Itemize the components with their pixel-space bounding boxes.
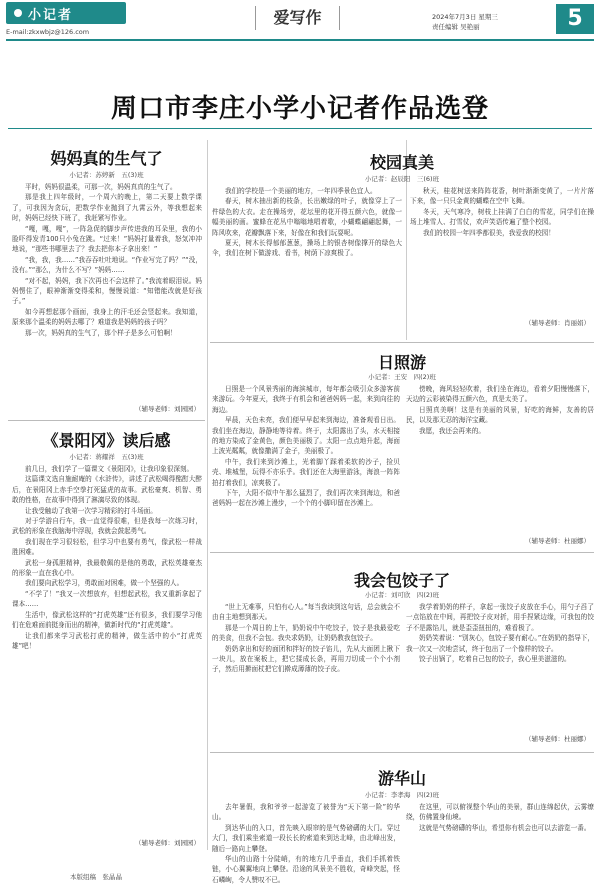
paragraph: 我学着奶奶的样子，拿起一张饺子皮放在手心，用勺子舀了一点馅放在中间，再把饺子皮对折，用手捏紧边缘，可我包的饺子不是露馅儿，就是歪歪扭扭的，难看极了。 bbox=[406, 603, 594, 632]
article-byline: 小记者：赵辰阳 三(6)班 bbox=[364, 175, 440, 183]
paragraph: 冬天，天气寒冷，树枝上挂满了白白的雪花，同学们在操场上堆雪人、打雪仗，欢声笑语传遍了整个校园。 bbox=[410, 207, 594, 227]
article-body bbox=[12, 182, 202, 400]
paragraph: 平时，妈妈很温柔，可那一次，妈妈真真的生气了。 bbox=[25, 183, 177, 191]
article-byline: 小记者：王安 四(2)班 bbox=[368, 373, 436, 381]
editor: 责任编辑 吴艳丽 bbox=[432, 23, 480, 31]
paragraph: 前几日，我们学了一篇课文《景阳冈》，让我印象很深刻。 bbox=[25, 465, 194, 473]
article-body-col1 bbox=[212, 602, 400, 732]
paragraph: 那是我上四年级时，一个周六的晚上，第二天要上数学课了，可我因为贪玩，把数学作业抛到了九霄云外，等我想起来时，妈妈已经快下班了，我赶紧写作业。 bbox=[12, 193, 202, 223]
article-title: 《景阳冈》读后感 bbox=[42, 431, 171, 450]
paragraph: 我们的校园一年四季都很美，我爱我的校园！ bbox=[423, 228, 555, 237]
brand-name: 小记者 bbox=[28, 8, 74, 23]
title-rule bbox=[8, 128, 592, 129]
paragraph: 对于学游自行车，我一直觉得很难，但是我每一次练习时，武松的形象在我脑海中浮现，我就会鼓起勇气。 bbox=[12, 517, 202, 536]
paragraph: 夏天，树木长得郁郁葱葱，操场上的银杏树像撑开的绿色大伞，我们在树下做游戏、看书，树荫下凉爽极了。 bbox=[212, 239, 402, 258]
paragraph: 让我受触动了我第一次学习精彩的打斗场面。 bbox=[25, 506, 157, 515]
brand-dot-icon bbox=[14, 9, 22, 17]
paragraph: 我们要向武松学习，勇敢面对困难，做一个坚强的人。 bbox=[25, 579, 184, 588]
paragraph: 奶奶笑着说：“别灰心，包饺子要有耐心。”在奶奶的指导下，我一次又一次地尝试，终于包出了一个像样的饺子。 bbox=[406, 634, 594, 653]
page-number: 5 bbox=[556, 4, 594, 34]
paragraph: “世上无难事，只怕有心人。”每当我读到这句话，总会就会不由自主地想到那天。 bbox=[212, 603, 400, 622]
section-divider bbox=[8, 420, 205, 421]
article-title: 妈妈真的生气了 bbox=[50, 149, 163, 168]
section-divider bbox=[210, 552, 594, 553]
section-title: 爱写作 bbox=[255, 6, 340, 30]
article-body-col2 bbox=[406, 802, 594, 888]
article-title: 我会包饺子了 bbox=[353, 571, 450, 590]
section-divider bbox=[210, 752, 594, 753]
paragraph: 到达华山的入口，首先映入眼帘的是气势磅礴的大门。穿过大门，我们乘坐索道一段长长的索道来到达北峰，由北峰出发，随后一路向上攀登。 bbox=[212, 823, 400, 853]
article-body-col2 bbox=[410, 186, 594, 312]
paragraph: “不学了！”我又一次想放弃，但想起武松，我又重新拿起了课本…… bbox=[12, 589, 202, 609]
paragraph: 这就是气势磅礴的华山，希望你有机会也可以去游览一番。 bbox=[419, 823, 591, 832]
article-body-col2 bbox=[406, 384, 594, 524]
paragraph: 我们现在学习很轻松，但学习中也要有勇气，像武松一样战胜困难。 bbox=[12, 537, 202, 557]
paragraph: 饺子出锅了，吃着自己包的饺子，我心里美滋滋的。 bbox=[419, 655, 571, 664]
article-byline: 小记者：李孝海 四(2)班 bbox=[364, 791, 440, 799]
article-byline: 小记者：刘可欣 四(2)班 bbox=[364, 591, 440, 599]
article-byline: 小记者：蒋耀祥 五(3)班 bbox=[69, 453, 144, 461]
email: E-mail:zkxwbjz@126.com bbox=[6, 28, 90, 36]
paragraph: 在这里，可以俯视整个华山的美景，群山连绵起伏，云雾缭绕，仿佛置身仙境。 bbox=[406, 803, 594, 822]
page-title: 周口市李庄小学小记者作品选登 bbox=[110, 94, 489, 124]
date: 2024年7月3日 星期三 bbox=[432, 13, 498, 21]
paragraph: 去年暑假，我和爷爷一起游览了被誉为“天下第一险”的华山。 bbox=[212, 803, 400, 822]
paragraph: 傍晚，海风轻轻吹着，我们坐在海边，看着夕阳慢慢落下，天边的云彩被染得五颜六色，真是太美了。 bbox=[406, 385, 594, 404]
paragraph: 这篇课文选自施耐庵的《水浒传》，讲述了武松喝得酩酊大醉后，在景阳冈上赤手空拳打死猛虎的故事。武松豪爽、机智、勇敢的性格，在故事中得到了淋漓尽致的体现。 bbox=[12, 475, 202, 505]
article-title: 日照游 bbox=[377, 353, 426, 372]
article-body-col1 bbox=[212, 384, 400, 534]
article-teacher: （辅导老师：刘园园） bbox=[135, 839, 200, 847]
paragraph: 那一次，妈妈真的生气了，那个样子是多么可怕啊！ bbox=[25, 328, 177, 337]
article-teacher: （辅导老师：刘园园） bbox=[135, 405, 200, 413]
column-divider bbox=[207, 140, 208, 850]
paragraph: 日照真美啊！这是有美丽的风景，好吃的海鲜，友善的居民，以及那无忍的海洋宝藏。 bbox=[406, 405, 594, 425]
paragraph: 如今再想起那个画面，我身上的汗毛还会竖起来。我知道，原来那个温柔的妈妈去哪了？难道我是妈妈的孩子吗？ bbox=[12, 307, 202, 327]
paragraph: 下午，大阳不似中午那么猛烈了，我们再次来到海边，和爸爸妈妈一起在沙滩上漫步，一个个的小脚印留在沙滩上。 bbox=[212, 489, 400, 508]
paragraph: 武松一身孤胆精神，我最敬佩的是他的勇敢，武松英雄豪杰的形象一直在我心中。 bbox=[12, 558, 202, 578]
paragraph: 早晨，天色未亮，我们便早早起来到海边，准备观看日出。我们坐在海边，静静地等待着。终于，太阳露出了头，水天相接的地方染成了金黄色，颜色美丽极了。太阳一点点地升起，海面上波光粼粼，就像撒满了金子，美丽极了。 bbox=[212, 416, 400, 456]
article-body-col1 bbox=[212, 802, 400, 888]
paragraph: 那是一个周日的上午，奶奶说中午吃饺子，饺子是我最爱吃的美食，但我不会包。我央求奶奶，让奶奶教我包饺子。 bbox=[212, 623, 400, 643]
article-title: 游华山 bbox=[377, 769, 426, 788]
footer-credit: 本版组稿 张晶晶 bbox=[70, 873, 122, 881]
paragraph: 中午，我们来到沙滩上，光着脚丫踩着柔软的沙子，捡贝壳、堆城堡，玩得不亦乐乎。我们还在大海里游泳，海浪一阵阵拍打着我们，凉爽极了。 bbox=[212, 457, 400, 487]
header-rule bbox=[6, 39, 594, 41]
paragraph: 生活中，像武松这样的“打虎英雄”还有很多，我们要学习他们在危难面前挺身而出的精神，做新时代的“打虎英雄”。 bbox=[12, 610, 202, 630]
section-divider bbox=[210, 342, 594, 343]
article-body-col2 bbox=[406, 602, 594, 720]
paragraph: 奶奶拿出和好的面团和拌好的饺子馅儿，先从大面团上揪下一块儿，放在案板上，把它揉成长条，再用刀切成一个个小剂子，然后用擀面杖把它们擀成薄薄的饺子皮。 bbox=[212, 644, 400, 674]
paragraph: “我，我，我……”我吞吞吐吐地说。“作业写完了吗？”“没，没有。”“那么，为什么不写？”妈妈…… bbox=[12, 255, 202, 275]
brand-logo bbox=[6, 2, 126, 24]
page-header bbox=[0, 0, 600, 40]
paragraph: “对不起，妈妈，我下次再也不会这样了。”我流着眼泪说。妈妈愣住了，眼神渐渐变得柔和，慢慢说道：“知错能改就是好孩子。” bbox=[12, 276, 202, 306]
article-body-col1 bbox=[212, 186, 402, 336]
article-teacher: （辅导老师：肖丽娟） bbox=[525, 319, 590, 327]
article-teacher: （辅导老师：杜丽娜） bbox=[525, 735, 590, 743]
article-title: 校园真美 bbox=[369, 153, 434, 172]
paragraph: 我们的学校是一个美丽的地方，一年四季景色宜人。 bbox=[225, 187, 377, 195]
article-teacher: （辅导老师：杜丽娜） bbox=[525, 537, 590, 545]
article-byline: 小记者：苏婷新 五(3)班 bbox=[69, 171, 144, 179]
paragraph: “嘎，嘎，嘎”，一阵急促的脚步声传进我的耳朵里，我的小脸吓得发青100只小兔在跳。“过来！”妈妈打量着我，怒気冲冲地说，“那些书哪里去了？我去把你本子拿出来！” bbox=[12, 224, 202, 254]
paragraph: 秋天，桂花树送来阵阵花香，树叶渐渐变黄了，一片片落下来，像一只只金黄的蝴蝶在空中飞舞。 bbox=[410, 187, 594, 206]
paragraph: 我愿，我还会再来的。 bbox=[419, 426, 485, 435]
paragraph: 日照是一个风景秀丽的海滨城市，每年都会吸引众多游客前来游玩。今年夏天，我终于有机会和爸爸妈妈一起，来到向往的海边。 bbox=[212, 385, 400, 414]
paragraph: 让我们都来学习武松打虎的精神，做生活中的小“打虎英雄”吧！ bbox=[12, 631, 202, 650]
article-body bbox=[12, 464, 202, 834]
paragraph: 春天，树木抽出新的枝条，长出嫩绿的叶子，就像穿上了一件绿色的大衣。走在操场旁，花坛里的花开得五颜六色，就像一幅美丽的画。蜜蜂在花丛中嗡嗡地唱着歌，小蝴蝶翩翩起舞，一阵风吹来，花瓣飘落下来，好像在和我们玩耍呢。 bbox=[212, 197, 402, 237]
paragraph: 华山的山路十分陡峭，有的地方几乎垂直，我们手抓着铁链，小心翼翼地向上攀登。沿途的风景美不胜收，奇峰突起，怪石嶙峋，令人赞叹不已。 bbox=[212, 855, 400, 884]
